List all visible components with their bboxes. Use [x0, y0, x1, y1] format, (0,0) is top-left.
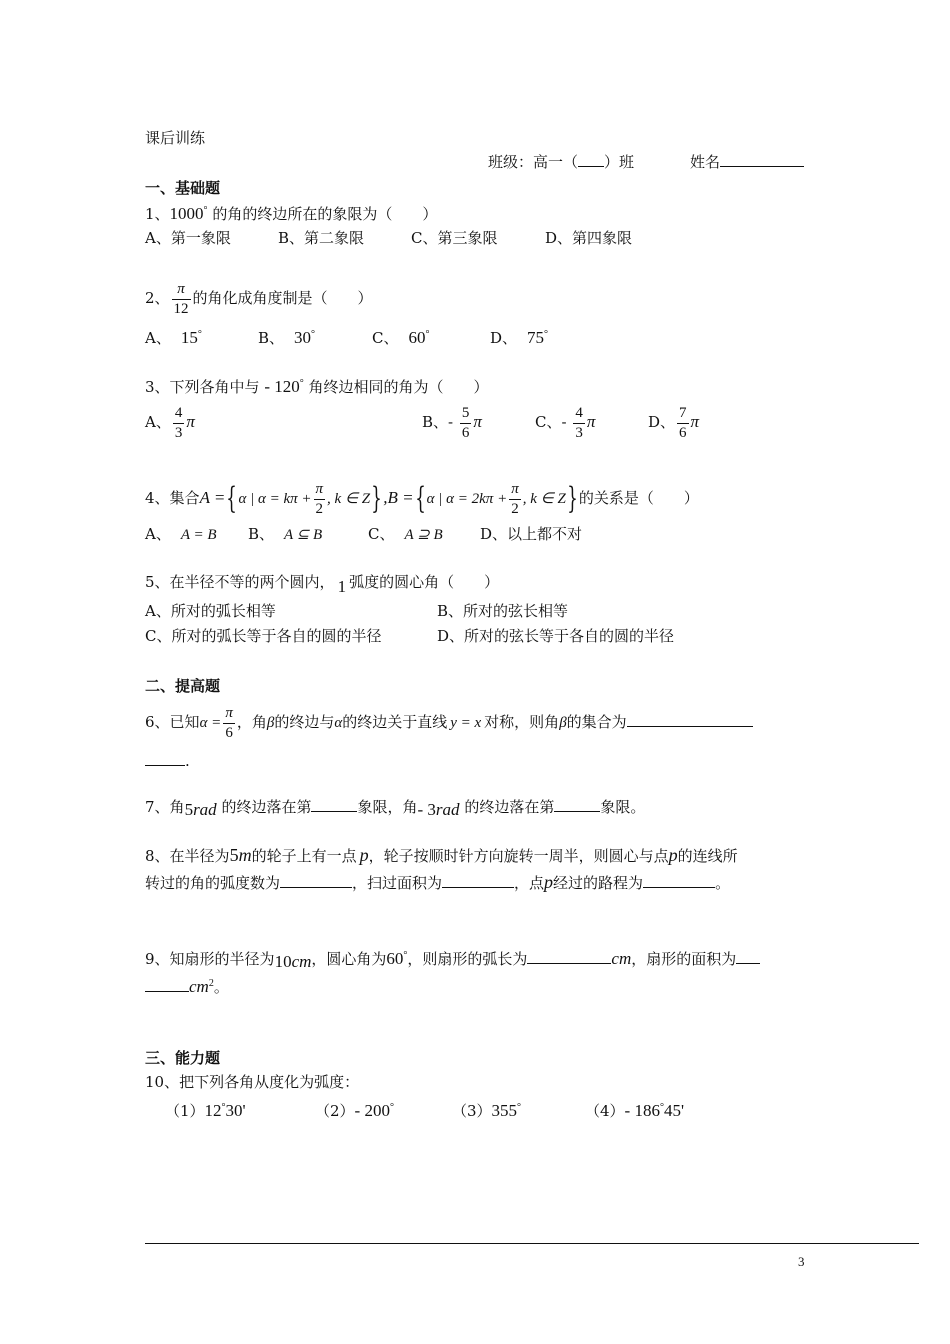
q10-item-1 — [165, 1098, 246, 1121]
q1-math: 1000 — [169, 204, 204, 223]
q8-radius: 5 — [229, 845, 239, 865]
question-3 — [145, 374, 489, 397]
q4-set-a-frac-den: 2 — [315, 500, 324, 517]
q10-item-4-label: （4） — [585, 1102, 625, 1120]
q4-set-b-tail: , k ∈ Z — [522, 491, 566, 507]
question-1 — [145, 201, 437, 224]
q7-text-c: 象限，角 — [357, 798, 418, 816]
q5-option-c[interactable]: C、所对的弧长等于各自的圆的半径 — [145, 627, 382, 645]
q5-number: 5、 — [145, 573, 170, 591]
q4-option-b-value: A ⊆ B — [284, 527, 323, 543]
q4-option-a-label: A、 — [145, 525, 171, 543]
q3-option-b-fraction — [460, 404, 472, 443]
q3-option-a-label: A、 — [145, 413, 171, 431]
q2-option-b-degree: ° — [311, 329, 316, 340]
section-heading-advanced: 二、提高题 — [145, 677, 221, 695]
q1-option-c[interactable]: C、第三象限 — [411, 229, 498, 247]
q10-item-1-main: 12 — [204, 1101, 222, 1120]
q10-item-3-degree: ° — [517, 1102, 522, 1113]
q8-point-p-3: p — [544, 872, 554, 892]
q5-math: 1 — [337, 577, 347, 596]
q1-number: 1、 — [145, 205, 170, 223]
q2-option-b-label: B、 — [258, 329, 285, 347]
q4-set-a-frac-num: π — [314, 480, 326, 500]
q2-frac-denominator: 12 — [173, 300, 189, 317]
q2-text: 的角化成角度制是（ ） — [192, 289, 373, 307]
q4-set-b-name: ,B = — [383, 488, 414, 507]
class-suffix: ）班 — [604, 153, 635, 171]
q1-text: 的角的终边所在的象限为（ ） — [212, 205, 438, 223]
q3-option-d-pi: π — [690, 412, 700, 431]
q4-set-a-left-brace: { — [226, 481, 238, 516]
q8-point-p-2: p — [668, 845, 678, 865]
q8-line2-b: ，扫过面积为 — [352, 874, 443, 892]
q3-text-b: 角终边相同的角为（ ） — [308, 378, 489, 396]
q4-option-c[interactable] — [368, 524, 443, 545]
q4-set-b-frac-num: π — [509, 480, 521, 500]
question-8 — [145, 845, 738, 866]
q2-option-a-degree: ° — [197, 329, 202, 340]
question-9 — [145, 946, 760, 969]
section-title — [145, 128, 205, 148]
q2-option-c-label: C、 — [372, 329, 399, 347]
q1-option-a[interactable]: A、第一象限 — [145, 229, 231, 247]
q4-text-b: 的关系是（ ） — [578, 489, 699, 507]
section-heading-ability: 三、能力题 — [145, 1049, 221, 1067]
q6-beta: β — [266, 715, 275, 731]
q9-area-unit: cm — [189, 977, 209, 996]
q6-frac-num: π — [223, 704, 235, 724]
q10-item-3 — [452, 1098, 521, 1121]
name-line — [690, 152, 804, 172]
q4-set-b-body: α | α = 2kπ + — [426, 491, 508, 507]
q10-item-4 — [585, 1098, 684, 1121]
q2-fraction — [172, 280, 191, 319]
q10-item-2-main: - 200 — [354, 1101, 390, 1120]
q8-unit-m: m — [238, 845, 252, 865]
q4-set-a-tail: , k ∈ Z — [327, 491, 371, 507]
q1-degree: ° — [203, 205, 208, 216]
q9-end: 。 — [213, 978, 229, 996]
q9-blank-1[interactable] — [527, 949, 611, 964]
q8-line-2 — [145, 872, 730, 893]
q3-option-b-label: B、 — [422, 413, 449, 431]
q6-line: y = x — [450, 715, 482, 731]
question-5 — [145, 572, 500, 596]
q3-option-b[interactable] — [422, 402, 482, 443]
q8-text-b: 的轮子上有一点 — [251, 847, 357, 865]
q6-answer-blank-2[interactable] — [145, 751, 185, 766]
q7-math-b-unit: rad — [435, 800, 460, 819]
q5-option-b[interactable]: B、所对的弦长相等 — [437, 602, 569, 620]
q3-math: - 120 — [264, 377, 300, 396]
q4-option-c-value: A ⊇ B — [404, 527, 443, 543]
q3-option-d[interactable] — [648, 402, 699, 443]
q2-option-b[interactable] — [258, 325, 315, 348]
q8-text-c: ，轮子按顺时针方向旋转一周半，则圆心与点 — [368, 847, 669, 865]
q9-unit: cm — [291, 952, 312, 971]
q6-continuation — [145, 751, 190, 771]
q4-option-b-label: B、 — [248, 525, 275, 543]
q4-set-a-fraction — [314, 480, 326, 519]
q10-item-4-main: - 186 — [624, 1101, 660, 1120]
q7-blank-2[interactable] — [554, 797, 600, 812]
q3-option-d-num: 7 — [677, 404, 689, 424]
class-name-line — [488, 152, 634, 172]
q7-text-a: 角 — [169, 798, 185, 816]
q6-alpha: α — [334, 715, 343, 731]
q4-set-b-fraction — [509, 480, 521, 519]
q9-text-a: 知扇形的半径为 — [169, 950, 275, 968]
q9-area-exponent: 2 — [208, 978, 214, 989]
q3-option-c-num: 4 — [573, 404, 585, 424]
q3-option-b-sign: - — [448, 413, 458, 431]
q2-option-c-degree: ° — [425, 329, 430, 340]
q9-angle: 60 — [386, 949, 404, 968]
q2-option-a[interactable] — [145, 325, 202, 348]
q10-item-2-label: （2） — [315, 1102, 355, 1120]
q7-math-a-num: 5 — [184, 800, 194, 819]
q9-text-b: ，圆心角为 — [311, 950, 387, 968]
q6-beta-2: β — [559, 715, 567, 731]
q8-point-p: p — [359, 845, 369, 865]
q10-item-2-degree: ° — [389, 1102, 394, 1113]
q6-text-a: 已知 — [169, 713, 200, 731]
q6-text-e: 对称，则角 — [484, 713, 560, 731]
q9-text-d: ，扇形的面积为 — [631, 950, 737, 968]
q9-blank-2[interactable] — [736, 949, 760, 964]
q7-text-d: 的终边落在第 — [464, 798, 555, 816]
q6-answer-blank-1[interactable] — [627, 712, 753, 727]
q3-option-b-den: 6 — [461, 424, 470, 441]
q6-number: 6、 — [145, 713, 170, 731]
q4-set-a-body: α | α = kπ + — [238, 491, 312, 507]
q3-text-a: 下列各角中与 — [169, 378, 260, 396]
q7-blank-1[interactable] — [311, 797, 357, 812]
q7-math-b-num: - 3 — [417, 800, 436, 819]
q8-blank-3[interactable] — [643, 873, 715, 888]
q4-set-a-name: A = — [199, 488, 226, 507]
q9-unit-arc: cm — [611, 949, 632, 968]
q3-option-c-pi: π — [586, 412, 596, 431]
q7-number: 7、 — [145, 798, 170, 816]
q10-text: 把下列各角从度化为弧度： — [179, 1073, 360, 1091]
q7-math-a-unit: rad — [193, 800, 217, 819]
q6-alpha-eq: α = — [199, 715, 222, 731]
q3-option-a[interactable] — [145, 402, 195, 443]
q4-option-c-label: C、 — [368, 525, 395, 543]
q3-option-c-sign: - — [561, 413, 572, 431]
q6-text-b: ，角 — [236, 713, 267, 731]
q2-option-b-value: 30 — [294, 328, 312, 347]
q8-text-d: 的连线所 — [677, 847, 738, 865]
q2-number: 2、 — [145, 289, 170, 307]
q3-option-a-pi: π — [186, 412, 195, 431]
q8-blank-2[interactable] — [442, 873, 514, 888]
question-4 — [145, 478, 699, 519]
q6-text-d: 的终边关于直线 — [342, 713, 448, 731]
q8-line2-d: 经过的路程为 — [553, 874, 644, 892]
q2-option-d-degree: ° — [544, 329, 549, 340]
q7-text-e: 象限。 — [600, 798, 646, 816]
q4-option-a[interactable] — [145, 524, 217, 545]
q7-text-b: 的终边落在第 — [221, 798, 312, 816]
q9-text-c: ，则扇形的弧长为 — [407, 950, 528, 968]
q4-text-a: 集合 — [169, 489, 200, 507]
section-title-text: 课后训练 — [145, 129, 206, 147]
q10-item-3-label: （3） — [452, 1102, 492, 1120]
name-label: 姓名 — [690, 153, 721, 171]
section-heading-basic: 一、基础题 — [145, 179, 221, 197]
q4-option-d[interactable] — [480, 524, 582, 544]
q3-option-a-den: 3 — [174, 424, 183, 441]
q3-number: 3、 — [145, 378, 170, 396]
q10-item-1-label: （1） — [165, 1102, 205, 1120]
q2-option-c[interactable] — [372, 325, 429, 348]
q10-item-3-main: 355 — [491, 1101, 518, 1120]
q8-line2-c: ，点 — [514, 874, 545, 892]
question-6 — [145, 702, 753, 743]
q6-end: . — [185, 752, 190, 770]
footer-rule — [145, 1243, 919, 1244]
q3-option-c-fraction — [573, 404, 585, 443]
q5-text-a: 在半径不等的两个圆内， — [169, 573, 335, 591]
q10-number: 10、 — [145, 1073, 180, 1091]
q10-item-2 — [315, 1098, 394, 1121]
q6-text-c: 的终边与 — [274, 713, 335, 731]
class-blank[interactable] — [578, 152, 604, 167]
q4-set-b-left-brace: { — [414, 481, 426, 516]
q4-number: 4、 — [145, 489, 170, 507]
q3-degree: ° — [299, 378, 304, 389]
q4-set-a-right-brace: } — [371, 481, 382, 516]
q5-option-a[interactable]: A、所对的弧长相等 — [145, 602, 276, 620]
q1-option-d[interactable]: D、第四象限 — [545, 229, 633, 247]
q3-option-a-num: 4 — [173, 404, 185, 424]
q9-degree: ° — [403, 950, 408, 961]
q5-text-b: 弧度的圆心角（ ） — [349, 573, 500, 591]
q3-option-d-den: 6 — [679, 424, 687, 441]
q3-option-c-label: C、 — [535, 413, 562, 431]
question-10 — [145, 1072, 359, 1092]
q10-item-4-minutes: 45' — [663, 1101, 685, 1120]
q3-option-d-fraction — [677, 404, 689, 443]
question-2 — [145, 278, 373, 319]
q4-option-b[interactable] — [248, 524, 322, 545]
q10-item-1-degree: ° — [221, 1102, 226, 1113]
q10-item-4-degree: ° — [659, 1102, 664, 1113]
q3-option-a-fraction — [173, 404, 185, 443]
q3-option-b-num: 5 — [460, 404, 472, 424]
q8-blank-1[interactable] — [280, 873, 352, 888]
q2-option-d-label: D、 — [490, 329, 518, 347]
q6-text-f: 的集合为 — [566, 713, 627, 731]
q2-frac-numerator: π — [172, 280, 191, 300]
q5-option-d[interactable]: D、所对的弦长等于各自的圆的半径 — [437, 627, 675, 645]
q8-line2-e: 。 — [715, 874, 731, 892]
q2-option-d[interactable] — [490, 325, 548, 348]
q2-option-c-value: 60 — [408, 328, 426, 347]
name-blank[interactable] — [720, 152, 804, 167]
q8-number: 8、 — [145, 847, 170, 865]
q2-option-d-value: 75 — [527, 328, 545, 347]
q9-radius: 10 — [274, 952, 292, 971]
q9-blank-3[interactable] — [145, 977, 189, 992]
q9-number: 9、 — [145, 950, 170, 968]
q1-option-b[interactable]: B、第二象限 — [278, 229, 365, 247]
q3-option-c[interactable] — [535, 402, 595, 443]
q4-option-d-label: D、以上都不对 — [480, 525, 583, 543]
question-7 — [145, 797, 645, 817]
page-number: 3 — [798, 1254, 805, 1269]
q2-option-a-value: 15 — [180, 328, 198, 347]
q6-frac-den: 6 — [225, 724, 233, 741]
q3-option-b-pi: π — [473, 412, 482, 431]
q4-set-b-frac-den: 2 — [511, 500, 519, 517]
q8-text-a: 在半径为 — [169, 847, 230, 865]
q3-option-d-label: D、 — [648, 413, 676, 431]
q10-item-1-minutes: 30' — [225, 1101, 246, 1120]
q2-option-a-label: A、 — [145, 329, 171, 347]
q9-continuation — [145, 974, 229, 997]
q4-set-b-right-brace: } — [567, 481, 578, 516]
q8-line2-a: 转过的角的弧度数为 — [145, 874, 281, 892]
q6-fraction — [223, 704, 235, 743]
q4-option-a-value: A = B — [180, 527, 217, 543]
q3-option-c-den: 3 — [575, 424, 583, 441]
class-label: 班级：高一（ — [488, 153, 579, 171]
